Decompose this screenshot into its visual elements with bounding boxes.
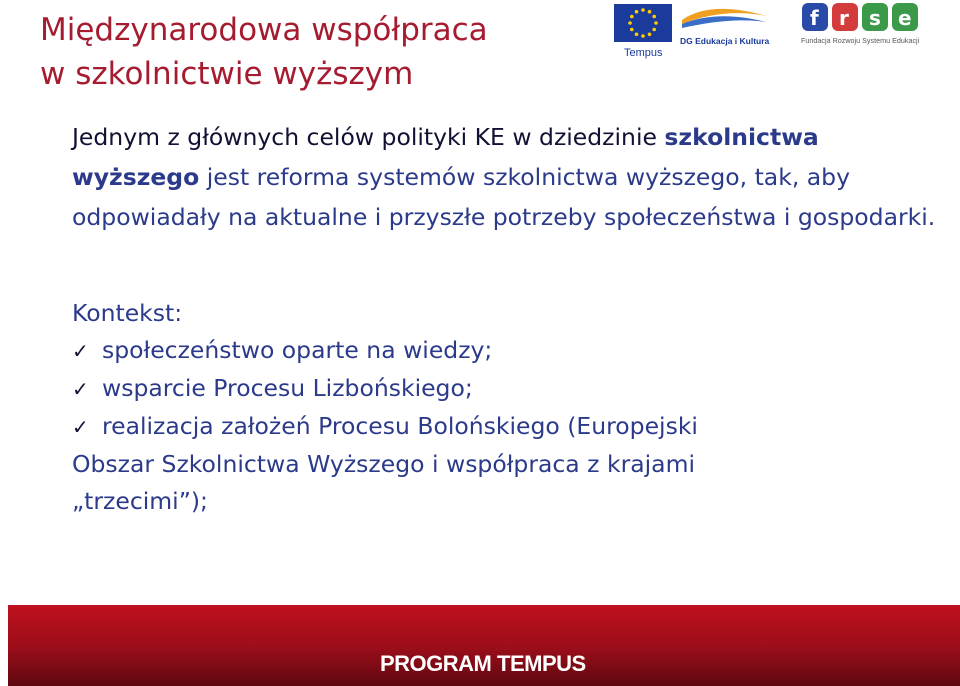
context-item-3-continuation-2: „trzecimi”);	[72, 487, 208, 515]
footer-label: PROGRAM TEMPUS	[380, 651, 586, 676]
checkmark-icon: ✓	[72, 339, 89, 363]
svg-text:r: r	[839, 6, 849, 30]
checkmark-icon: ✓	[72, 415, 89, 439]
svg-text:e: e	[898, 6, 912, 30]
intro-bold-term: szkolnictwa wyższego	[72, 123, 819, 191]
title-line-2: w szkolnictwie wyższym	[40, 56, 414, 92]
frse-logo	[800, 1, 930, 49]
context-item-3-text: realizacja założeń Procesu Bolońskiego (Europejski	[102, 412, 698, 440]
footer-bar	[8, 605, 960, 686]
context-item-1	[72, 332, 942, 370]
tempus-logo	[612, 2, 674, 60]
frse-mark-icon	[800, 1, 930, 49]
dg-swoosh-icon	[678, 2, 770, 50]
intro-text-rest: jest reforma systemów szkolnictwa wyższego, tak, aby odpowiadały na aktualne i przyszłe potrzeby społeczeństwa i gospodarki.	[72, 163, 936, 231]
dg-label: DG Edukacja i Kultura	[680, 36, 770, 46]
title-line-1: Międzynarodowa współpraca	[40, 12, 488, 48]
context-item-1-text: społeczeństwo oparte na wiedzy;	[102, 336, 493, 364]
tempus-label: Tempus	[624, 47, 663, 59]
context-item-3-continuation-1: Obszar Szkolnictwa Wyższego i współpraca z krajami	[72, 450, 696, 478]
context-item-3	[72, 408, 942, 446]
intro-text-start: Jednym z głównych celów polityki KE w dziedzinie	[72, 123, 665, 151]
dg-education-logo	[678, 2, 770, 50]
context-section	[72, 295, 942, 520]
intro-paragraph	[72, 117, 942, 237]
context-label: Kontekst:	[72, 299, 183, 327]
page-title	[40, 8, 488, 96]
checkmark-icon: ✓	[72, 377, 89, 401]
svg-text:s: s	[869, 6, 881, 30]
logo-bar	[600, 0, 960, 62]
context-item-2-text: wsparcie Procesu Lizbońskiego;	[102, 374, 473, 402]
frse-label: Fundacja Rozwoju Systemu Edukacji	[801, 36, 920, 45]
eu-flag-icon	[612, 2, 674, 60]
context-item-2	[72, 370, 942, 408]
svg-text:f: f	[810, 6, 819, 30]
